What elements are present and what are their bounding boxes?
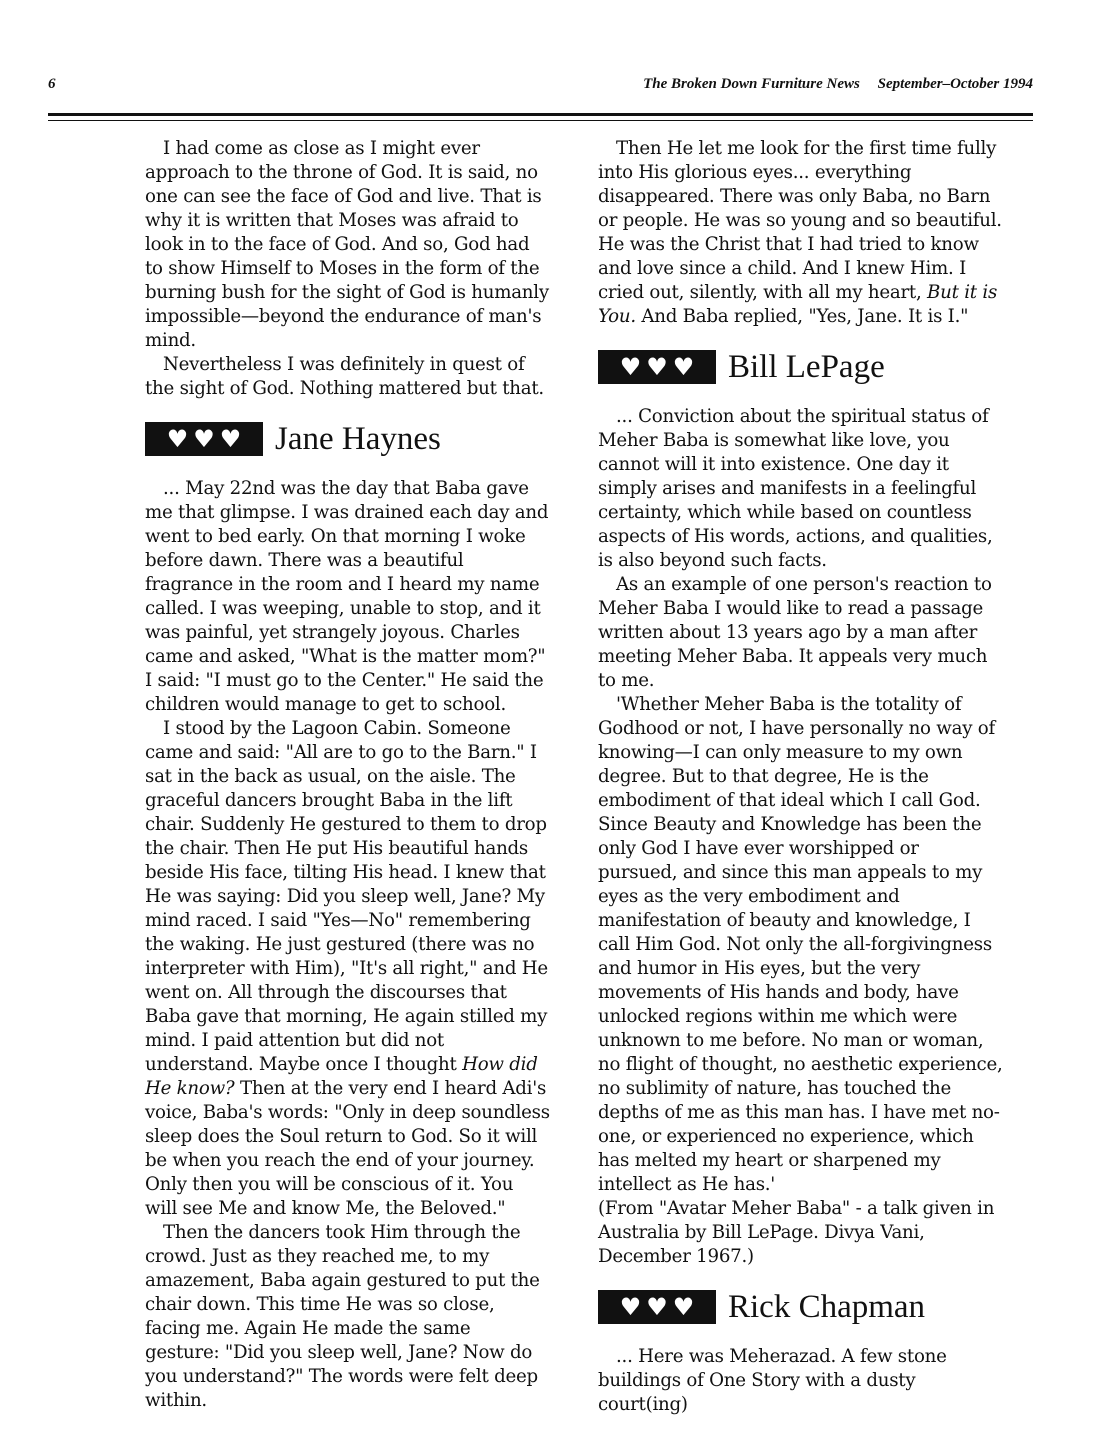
header-rule-thin: [48, 120, 1033, 121]
heart-icon: ♥: [166, 425, 189, 453]
jane-paragraph-1: ... May 22nd was the day that Baba gave me that glimpse. I was drained each day and went to bed early. On that morning I woke before dawn. There was a beautiful fragrance in the room and I heard my name called. I was weeping, unable to stop, and it was painful, yet strangely joyous. Charles came and asked, "What is the matter mom?" I said: "I must go to the Center." He said the children would manage to get to school.: [145, 478, 549, 715]
jane-paragraph-3: Then the dancers took Him through the crowd. Just as they reached me, to my amazement, Baba again gestured to put the chair down. This time He was so close, facing me. Again He made the same gesture: "Did you sleep well, Jane? Now do you understand?" The words were felt deep within.: [145, 1222, 540, 1411]
hearts-banner: [598, 1290, 716, 1324]
jane-paragraph-2: I stood by the Lagoon Cabin. Someone came and said: "All are to go to the Barn." I sat in the back as usual, on the aisle. The graceful dancers brought Baba in the lift chair. Suddenly He gestured to them to drop the chair. Then He put His beautiful hands beside His face, tilting His head. I knew that He was saying: Did you sleep well, Jane? My mind raced. I said "Yes—No" remembering the waking. He just gestured (there was no interpreter with Him), "It's all right," and He went on. All through the discourses that Baba gave that morning, He again stilled my mind. I paid attention but did not understand. Maybe once I thought How did He know? Then at the very end I heard Adi's voice, Baba's words: "Only in deep soundless sleep does the Soul return to God. So it will be when you reach the end of your journey. Only then you will be conscious of it. You will see Me and know Me, the Beloved.": [145, 718, 550, 1219]
rick-paragraph-1: ... Here was Meherazad. A few stone buildings of One Story with a dusty court(ing): [598, 1346, 947, 1415]
bill-quote: 'Whether Meher Baba is the totality of Godhood or not, I have personally no way of knowing—I can only measure to my own degree. But to that degree, He is the embodiment of that ideal which I call God. Since Beauty and Knowledge has been the only God I have ever worshipped or pursued, and since this man appeals to my eyes as the very embodiment and manifestation of beauty and knowledge, I call Him God. Not only the all-forgivingness and humor in His eyes, but the very movements of His hands and body, have unlocked regions within me which were unknown to me before. No man or woman, no flight of thought, no aesthetic experience, no sublimity of nature, has touched the depths of me as this man has. I have met no-one, or experienced no experience, which has melted my heart or sharpened my intellect as He has.': [598, 694, 1003, 1195]
section-title: Bill LePage: [728, 348, 885, 385]
heart-icon: ♥: [619, 353, 642, 381]
intro-paragraph-2: Nevertheless I was definitely in quest of the sight of God. Nothing mattered but that.: [145, 354, 544, 399]
hearts-banner: [598, 350, 716, 384]
section-heading-rick-chapman: [598, 1281, 1003, 1333]
bill-source: (From "Avatar Meher Baba" - a talk given in Australia by Bill LePage. Divya Vani, December 1967.): [598, 1198, 995, 1267]
section-title: Rick Chapman: [728, 1288, 926, 1325]
section-heading-bill-lepage: [598, 341, 1003, 393]
section-heading-jane-haynes: [145, 413, 550, 465]
publication-title: The Broken Down Furniture News: [643, 76, 860, 92]
intro-paragraph-1: I had come as close as I might ever approach to the throne of God. It is said, no one can see the face of God and live. That is why it is written that Moses was afraid to look in to the face of God. And so, God had to show Himself to Moses in the form of the burning bush for the sight of God is humanly impossible—beyond the endurance of man's mind.: [145, 138, 549, 351]
heart-icon: ♥: [672, 1293, 695, 1321]
bill-paragraph-2: As an example of one person's reaction to Meher Baba I would like to read a passage written about 13 years ago by a man after meeting Meher Baba. It appeals very much to me.: [598, 574, 992, 691]
heart-icon: ♥: [193, 425, 215, 453]
right-column: [598, 137, 1003, 1417]
hearts-banner: [145, 422, 263, 456]
header-rule-thick: [48, 113, 1033, 116]
heart-icon: ♥: [672, 353, 695, 381]
section-title: Jane Haynes: [275, 420, 441, 457]
issue-date: September–October 1994: [877, 76, 1033, 92]
page-number: 6: [48, 76, 56, 92]
heart-icon: ♥: [646, 1293, 668, 1321]
bill-paragraph-1: ... Conviction about the spiritual status of Meher Baba is somewhat like love, you cannot will it into existence. One day it simply arises and manifests in a feelingful certainty, which while based on countless aspects of His words, actions, and qualities, is also beyond such facts.: [598, 406, 993, 571]
heart-icon: ♥: [619, 1293, 642, 1321]
heart-icon: ♥: [219, 425, 242, 453]
left-column: [145, 137, 550, 1413]
heart-icon: ♥: [646, 353, 668, 381]
jane-continued-paragraph: Then He let me look for the first time fully into His glorious eyes... everything disappeared. There was only Baba, no Barn or people. He was so young and so beautiful. He was the Christ that I had tried to know and love since a child. And I knew Him. I cried out, silently, with all my heart, But it is You. And Baba replied, "Yes, Jane. It is I.": [598, 138, 1002, 327]
running-header: [643, 76, 1033, 93]
